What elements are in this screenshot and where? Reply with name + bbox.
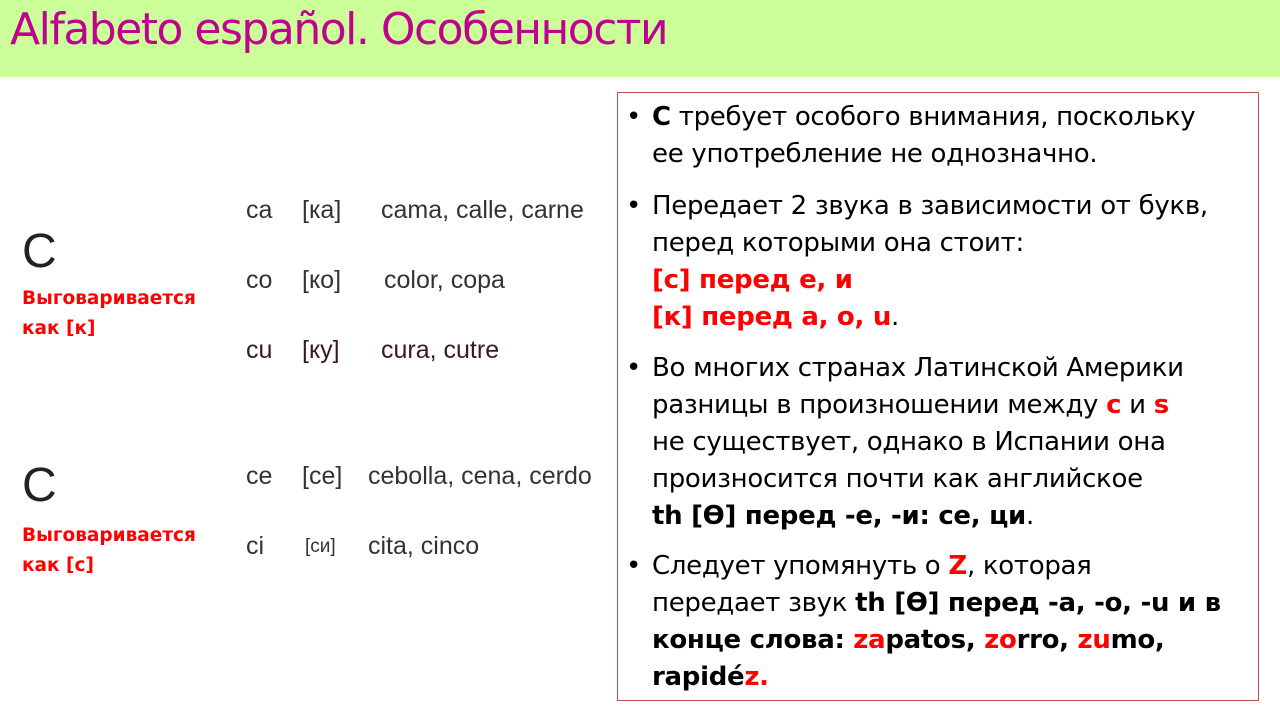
example-rest: rro xyxy=(1016,625,1060,655)
example-rest: patos xyxy=(885,625,966,655)
info-box xyxy=(617,92,1259,701)
example-prefix-red: zu xyxy=(1077,625,1111,655)
example-rest: mo xyxy=(1110,625,1155,655)
period: . xyxy=(891,302,899,332)
th-rule-bold: th [Ɵ] перед -e, -и: ce, ци xyxy=(652,501,1026,531)
comma: , xyxy=(965,625,985,655)
bullet-line: требует особого внимания, поскольку xyxy=(670,102,1196,132)
bullet-line: ее употребление не однозначно. xyxy=(652,139,1098,169)
bullet-line: , которая xyxy=(966,551,1092,581)
bullet-line: Передает 2 звука в зависимости от букв, xyxy=(652,191,1208,221)
pronunciation-label-line2: как [к] xyxy=(22,318,96,339)
rule-k-before-a-o-u: [к] перед a, o, u xyxy=(652,302,892,332)
syllable: ca xyxy=(246,196,273,224)
examples: cita, cinco xyxy=(368,532,480,560)
comma: , xyxy=(1154,625,1165,655)
sound: [ce] xyxy=(302,462,343,490)
sound: [ка] xyxy=(302,196,342,224)
letter-c-red: c xyxy=(1106,390,1122,420)
bullet-line-bold: конце слова: xyxy=(652,625,854,655)
pronunciation-label-k xyxy=(22,284,196,344)
period: . xyxy=(1025,501,1034,531)
syllable: ci xyxy=(246,532,265,560)
example-prefix-red: zo xyxy=(984,625,1017,655)
examples: cama, calle, carne xyxy=(381,196,584,224)
example-prefix-red: za xyxy=(853,625,886,655)
bullet-dot: • xyxy=(626,102,642,132)
bullet-text xyxy=(652,99,1248,173)
letter-c-soft: C xyxy=(22,459,57,512)
bullet-line: Следует упомянуть о xyxy=(652,551,949,581)
comma: , xyxy=(1059,625,1078,655)
rule-s-before-e-i: [с] перед e, и xyxy=(652,265,853,295)
title-bar xyxy=(0,0,1280,77)
pronunciation-label-line2: как [с] xyxy=(22,555,94,576)
examples: cura, cutre xyxy=(381,336,500,364)
pronunciation-label-s xyxy=(22,521,196,581)
sound: [си] xyxy=(305,536,336,557)
syllable: cu xyxy=(246,336,273,364)
bullet-line: передает звук xyxy=(652,588,856,618)
pronunciation-label-line1: Выговаривается xyxy=(22,288,196,309)
th-rule-bold: th [Ɵ] перед -a, -o, -u и в xyxy=(855,588,1221,618)
example-rest: rapidé xyxy=(652,662,745,692)
bullet-letter-z xyxy=(626,548,1248,696)
syllable: ce xyxy=(246,462,273,490)
sound: [ку] xyxy=(302,336,340,364)
letter-z-red: Z xyxy=(948,551,967,581)
bullet-latin-america xyxy=(626,350,1248,535)
letter-s-red: s xyxy=(1153,390,1169,420)
syllable: co xyxy=(246,266,273,294)
bullet-dot: • xyxy=(626,353,642,383)
sound: [ко] xyxy=(302,266,342,294)
bullet-two-sounds xyxy=(626,188,1248,336)
bullet-dot: • xyxy=(626,551,642,581)
conjunction: и xyxy=(1121,390,1154,420)
bullet-dot: • xyxy=(626,191,642,221)
bullet-line: Во многих странах Латинской Америки xyxy=(652,353,1184,383)
pronunciation-label-line1: Выговаривается xyxy=(22,525,196,546)
bullet-line: произносится почти как английское xyxy=(652,464,1143,494)
example-suffix-red: z. xyxy=(744,662,769,692)
examples: cebolla, cena, cerdo xyxy=(368,462,592,490)
bullet-c-attention xyxy=(626,99,1248,173)
letter-c-hard: C xyxy=(22,225,57,278)
examples: color, copa xyxy=(384,266,505,294)
bullet-text xyxy=(652,350,1248,535)
bullet-text xyxy=(652,548,1248,696)
bullet-line: не существует, однако в Испании она xyxy=(652,427,1166,457)
page-title: Alfabeto español. Особенности xyxy=(10,4,668,55)
bullet-line: перед которыми она стоит: xyxy=(652,228,1024,258)
letter-c-bold: C xyxy=(652,102,671,132)
bullet-text xyxy=(652,188,1248,336)
bullet-line: разницы в произношении между xyxy=(652,390,1107,420)
